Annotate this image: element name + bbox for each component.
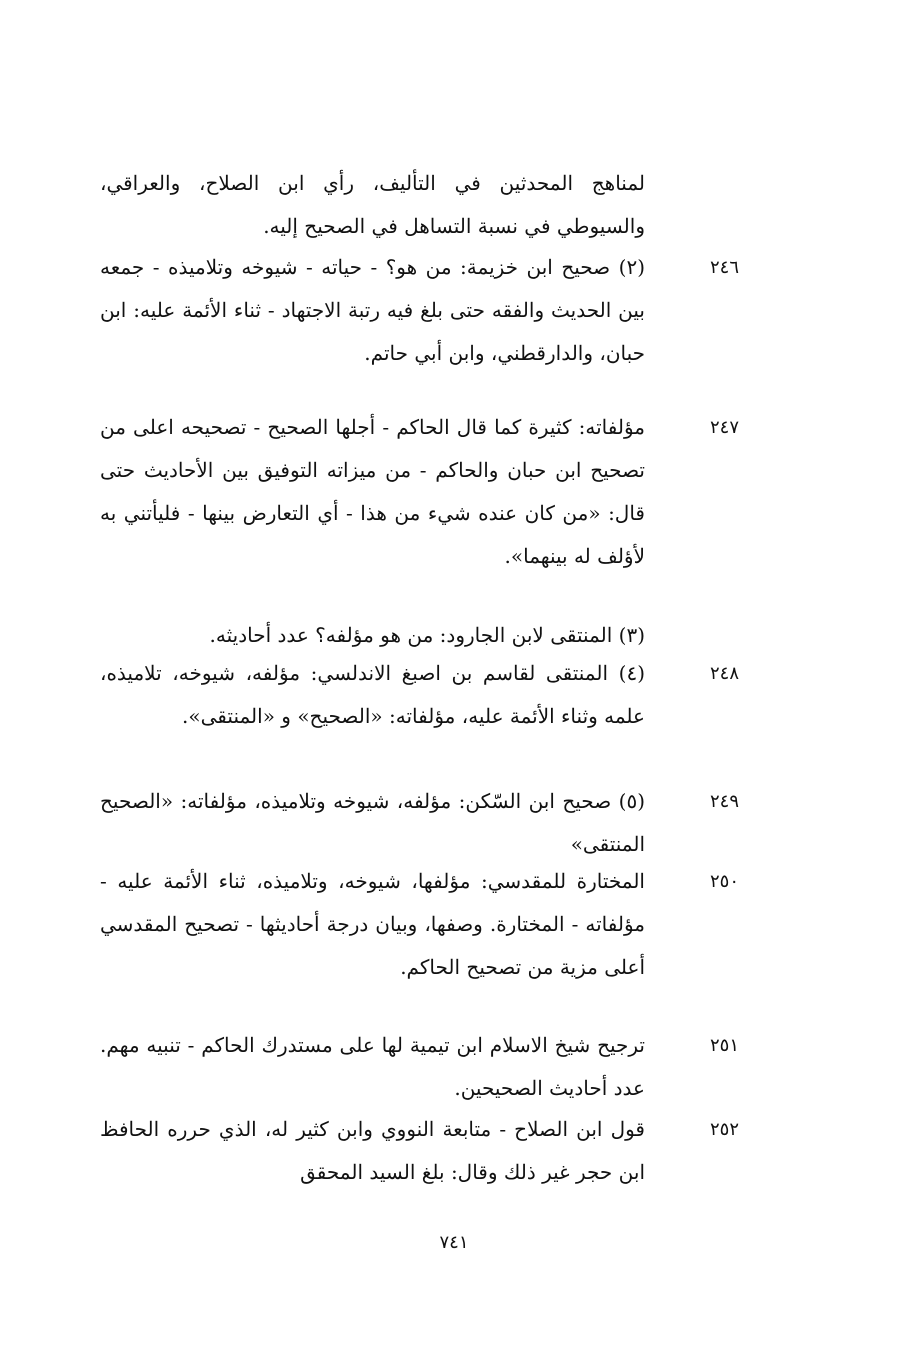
entry-page-ref: ٢٤٦	[710, 257, 740, 278]
entry-text: (٣) المنتقى لابن الجارود: من هو مؤلفه؟ عدد أحاديثه.	[209, 623, 645, 647]
entry-text: (٤) المنتقى لقاسم بن اصبغ الاندلسي: مؤلفه، شيوخه، تلاميذه، علمه وثناء الأئمة عليه، مؤلفاته: «الصحيح» و «المنتقى».	[100, 661, 645, 728]
entry-page-ref: ٢٥١	[710, 1035, 740, 1056]
entry-text: المختارة للمقدسي: مؤلفها، شيوخه، وتلاميذه، ثناء الأئمة عليه - مؤلفاته - المختارة. وصفها، وبيان درجة أحاديثها - تصحيح المقدسي أعلى مزية من تصحيح الحاكم.	[100, 869, 645, 979]
entry-text: ترجيح شيخ الاسلام ابن تيمية لها على مستدرك الحاكم - تنبيه مهم. عدد أحاديث الصحيحين.	[100, 1033, 645, 1100]
entry-page-ref: ٢٤٨	[710, 663, 740, 684]
entry-page-ref: ٢٥٠	[710, 871, 740, 892]
entry-text: مؤلفاته: كثيرة كما قال الحاكم - أجلها الصحيح - تصحيحه اعلى من تصحيح ابن حبان والحاكم - من ميزاته التوفيق بين الأحاديث حتى قال: «من كان عنده شيء من هذا - أي التعارض بينها - فليأتني به لأؤلف له بينهما».	[100, 415, 645, 568]
entry-text: (٢) صحيح ابن خزيمة: من هو؟ - حياته - شيوخه وتلاميذه - جمعه بين الحديث والفقه حتى بلغ فيه رتبة الاجتهاد - ثناء الأئمة عليه: ابن حبان، والدارقطني، وابن أبي حاتم.	[100, 255, 645, 365]
entry-page-ref: ٢٤٩	[710, 791, 740, 812]
page-number: ٧٤١	[439, 1232, 469, 1253]
entry-text: قول ابن الصلاح - متابعة النووي وابن كثير له، الذي حرره الحافظ ابن حجر غير ذلك وقال: بلغ السيد المحقق	[100, 1117, 645, 1184]
entry-text: (٥) صحيح ابن السّكن: مؤلفه، شيوخه وتلاميذه، مؤلفاته: «الصحيح المنتقى»	[100, 789, 645, 856]
entry-page-ref: ٢٥٢	[710, 1119, 740, 1140]
entry-page-ref: ٢٤٧	[710, 417, 740, 438]
entry-text: لمناهج المحدثين في التأليف، رأي ابن الصلاح، والعراقي، والسيوطي في نسبة التساهل في الصحيح إليه.	[100, 171, 645, 238]
